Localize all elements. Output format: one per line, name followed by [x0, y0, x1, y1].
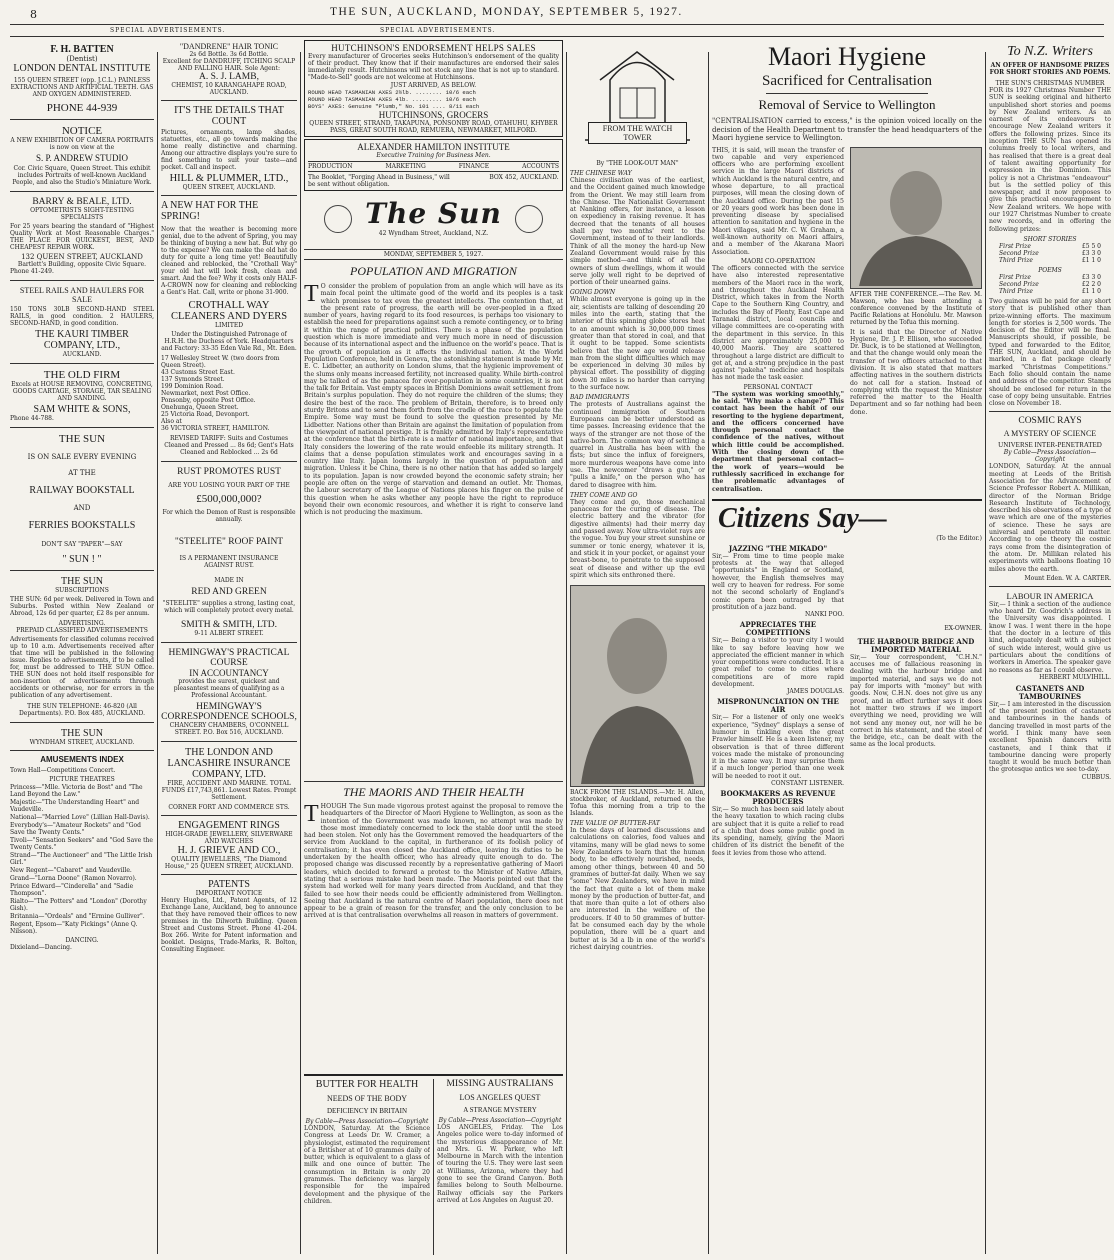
s3-heading: BAD IMMIGRANTS	[570, 394, 630, 402]
editorial-2-heading: THE MAORIS AND THEIR HEALTH	[343, 785, 524, 799]
butter-body: LONDON, Saturday. At the Science Congress at Leeds Dr. W. Cramer, a physiologist, estimated the requirement of a Britisher at of 10 grammes daily of butter, which is equivalent to a glass of milk and one ounce of butter. The consumption in Britain is only 20 grammes. The deficiency was largely responsible for the impaired development and the physique of the children.	[304, 1125, 430, 1205]
batten-title: LONDON DENTAL INSTITUTE	[13, 63, 151, 74]
batten-phone: PHONE 44-939	[46, 102, 118, 114]
prize-row	[989, 250, 1111, 257]
lancashire-sub: FIRE, ACCIDENT AND MARINE. TOTAL FUNDS £17,743,861. Lowest Rates. Prompt Settlement.	[161, 780, 297, 801]
maori-body-right: It is said that the Director of Native Hygiene, Dr. J. P. Ellison, who succeeded Dr. Buck, is to be stationed at Wellington, and that the change would only mean the transfer of two officers attached to that division. It is also stated that matters affecting natives in the southern districts do not call for a station. Instead of complying with the request the Minister referred the matter to the Health Department and so far nothing had been done.	[850, 328, 982, 416]
batten-name: F. H. BATTEN	[50, 44, 114, 55]
lamb-name: A. S. J. LAMB,	[199, 72, 259, 82]
cosmic-body: LONDON, Saturday. At the annual meeting at Leeds of the British Association for the Advancement of Science Professor Robert A. Millikan, director of the Norman Bridge Research Institute of Technology, described his observations of a type of wave which are one of the mysteries of science. These he says are universal and penetrate all matter. According to one theory the cosmic rays come from the disintegration of the atom. Dr. Millikan related his experiments with balloons floating 10 miles above the earth.	[989, 463, 1111, 573]
butter-sub2: DEFICIENCY IN BRITAIN	[326, 1107, 408, 1115]
letter-5-body: Sir,— Your correspondent, "C.H.N." accuses me of fallacious reasoning in dealing with the harbour bridge and imported material, and says we do not pay for imports with "money" but with goods. Now, C.H.N. does not give us any proof, and in effect further says it does not matter two straws if we import everything we need, providing we will not send any money out, nor will he be correct in his statement, and the steel of the bridge, etc., can be dealt with the same as the local products.	[850, 653, 982, 749]
sun-sale-l2: AT THE	[68, 469, 96, 477]
portrait-icon	[851, 148, 981, 286]
missing-story	[437, 1079, 563, 1255]
telephone: THE SUN TELEPHONE: 46-820 (All Departments). P.O. Box 485, AUCKLAND.	[18, 703, 146, 717]
xmas-body: FOR its 1927 Christmas Number THE SUN is seeking original and hitherto unpublished short stories and poems by New Zealand writers. As an earnest of its endeavours to encourage New Zealand writers it offers the following prizes. Since its inception THE SUN has opened its columns freely to local writers, and has realised that there is a great deal of talent awaiting opportunity for expression in the Dominion. This policy is not a Christmas "endeavour" but is the settled policy of this newspaper, and it now proposes to give this practical encouragement to New Zealand writers. We hope with our 1927 Christmas Number to create new records, and in offering the following prizes:	[989, 87, 1111, 233]
editorial-1	[304, 283, 563, 778]
prize-amount: £3 3 0	[1081, 273, 1101, 281]
prize-row	[989, 288, 1111, 295]
letter-5-sign: EX-OWNER.	[944, 624, 982, 632]
lancashire-address: CORNER FORT AND COMMERCE STS.	[168, 804, 290, 811]
prize-amount: £3 3 0	[1081, 249, 1101, 257]
hutchinsons-item: BOYS' AXES: Genuine "Plumb," No. 101 .... 8/11 each	[308, 103, 480, 110]
contact-body: "The system was working smoothly," he said. "Why make a change?" This contact has been the habit of our resorting to the hygiene department, and the officers concerned have through personal contact the confidence of the natives, without which little could be accomplished. With the closing down of the department that personal contact—the work of years—would be ruthlessly sacrificed in exchange for the problematic advantages of centralisation.	[712, 390, 844, 493]
letter-1-heading: JAZZING "THE MIKADO"	[728, 544, 828, 553]
letter-2-sign: JAMES DOUGLAS.	[787, 688, 844, 696]
details-heading: IT'S THE DETAILS THAT COUNT	[174, 105, 284, 127]
maori-subhead-2: Removal of Service to Wellington	[758, 97, 936, 112]
s2-heading: GOING DOWN	[570, 289, 616, 297]
barry-ad	[10, 197, 154, 275]
notice-ad	[10, 125, 154, 186]
allen-photo	[570, 585, 705, 787]
letter-4-heading: BOOKMAKERS AS REVENUE PRODUCERS	[720, 788, 836, 806]
prize-label: First Prize	[999, 242, 1031, 250]
amusement-item: Princess—"Mlle. Victoria de Bost" and "The Land Beyond the Law."	[10, 784, 143, 798]
plummer-name: HILL & PLUMMER, LTD.,	[169, 173, 289, 184]
s5-heading: THE VALUE OF BUTTER-FAT	[570, 820, 660, 828]
dandrene-heading: "DANDRENE" HAIR TONIC	[179, 42, 279, 51]
dandrene-body: Excellent for DANDRUFF, ITCHING SCALP AND FALLING HAIR. Sole Agent:	[162, 58, 296, 72]
hat-heading: A NEW HAT FOR THE SPRING!	[161, 200, 259, 222]
oldfirm-body: Excels at HOUSE REMOVING, CONCRETING, GOODS CARTAGE, STORAGE, TAR SEALING AND SANDING.	[11, 381, 153, 402]
crothall-branch: Onehunga, Queen Street.	[161, 404, 239, 411]
writers-heading: To N.Z. Writers	[1007, 44, 1093, 59]
s1-heading: THE CHINESE WAY	[570, 170, 632, 177]
watch-tower-sign: FROM THE WATCH TOWER	[588, 122, 687, 144]
short-stories-prizes	[989, 243, 1111, 264]
lamb-sub: CHEMIST, 10 KARANGAHAPE ROAD, AUCKLAND.	[171, 82, 287, 96]
amusement-item: Tivoli—"Sensation Seekers" and "God Save the Twenty Cents."	[10, 837, 153, 851]
editorial-1-heading: POPULATION AND MIGRATION	[350, 264, 517, 278]
sun-sale-l7: " SUN ! "	[62, 554, 102, 565]
details-body: Pictures, ornaments, lamp shades, statuettes, etc., all go towards making the home really distinctive and charming. Among our attractive displays you're sure to find something to suit your taste—and pocket. Call and inspect.	[161, 129, 297, 171]
allen-caption: BACK FROM THE ISLANDS.—Mr. H. Allen, stockbroker, of Auckland, returned on the Tofua this morning from a trip to the Islands.	[570, 789, 705, 818]
crothall-branch: Also at	[161, 418, 182, 425]
prize-label: Second Prize	[999, 249, 1039, 257]
patents-heading: PATENTS	[208, 879, 250, 890]
letter-5-heading: THE HARBOUR BRIDGE AND IMPORTED MATERIAL	[857, 636, 975, 654]
sun-sale-l6: DON'T SAY "PAPER"—SAY	[41, 541, 123, 548]
mawson-photo	[850, 147, 982, 289]
barry-building: Bartlett's Building, opposite Civic Square.	[17, 261, 147, 268]
citizens-say-sub: (To the Editor.)	[936, 534, 982, 542]
castanets-heading: CASTANETS AND TAMBOURINES	[1015, 683, 1085, 701]
amusement-item: Rialto—"The Potters" and "London" (Dorothy Gish).	[10, 898, 147, 912]
prize-row	[989, 281, 1111, 288]
section-label-mid: SPECIAL ADVERTISEMENTS.	[380, 27, 496, 34]
hutchinsons-body: Every manufacturer of Groceries seeks Hutchinson's endorsement of the quality of their product. They know that if their manufactures are endorsed their sales immediately result. Hutchinsons will not stock any line that is not up to standard. "Made-to-Sell" goods are not welcome at Hutchinsons.	[308, 53, 559, 81]
prize-amount: £2 2 0	[1081, 280, 1101, 288]
missing-sub2: A STRANGE MYSTERY	[463, 1106, 537, 1114]
rails-heading: STEEL RAILS AND HAULERS FOR SALE	[19, 286, 145, 304]
watch-tower-byline: By "THE LOOK-OUT MAN"	[596, 160, 679, 167]
missing-body: LOS ANGELES, Friday. The Los Angeles police were to-day informed of the mysterious disappearance of Mr. and Mrs. G. W. Parker, who left Melbourne in March with the intention of touring the U.S. They were last seen at Williams, Arizona, where they had gone to see the Grand Canyon. Both families belong to South Melbourne. Railway officials say the Parkers arrived at Los Angeles on August 20.	[437, 1124, 563, 1204]
rust-question: ARE YOU LOSING YOUR PART OF THE	[168, 482, 290, 489]
rust-demon: For which the Demon of Rust is responsible annually.	[162, 509, 296, 523]
letter-4-body: Sir,— So much has been said lately about the heavy taxation to which racing clubs are subject that it is quite a relief to read of a club that does some public good in its spending, namely, giving the Maori children of its district the benefit of the fees it levies from those who attend.	[712, 805, 844, 857]
patents-body: Henry Hughes, Ltd., Patent Agents, of 12 Exchange Lane, Auckland, beg to announce that they have removed their offices to new premises in the Dilworth Building. Queen Street and Customs Street. Phone 41-204. Box 266. Write for Patent information and booklet. Designs, Trade-Marks, R. Bolton, Consulting Engineer.	[161, 897, 297, 953]
sun-sale-l3: RAILWAY BOOKSTALL	[29, 485, 135, 496]
crothall-branch: Newmarket, next Post Office.	[161, 390, 251, 397]
ahi-column-label: FINANCE	[458, 163, 490, 170]
sun-sale-heading: THE SUN	[58, 433, 106, 445]
grieve-sub: QUALITY JEWELLERS, "The Diamond House," 25 QUEEN STREET, AUCKLAND.	[164, 856, 294, 870]
section-label-left: SPECIAL ADVERTISEMENTS.	[110, 27, 226, 34]
s4-body: They come and go, those mechanical panaceas for the curing of disease. The electric battery and the vibrator (for digestive ailments) had their merry day and passed away. Now ultra-violet rays are the vogue. You buy your street sunshine or summer or tonic energy, whatever it is, and stick it in your pocket, or against your breast-bone, to penetrate to the supposed seat of disease and wither up the evil spirit which sits enthroned there.	[570, 498, 705, 579]
missing-heading: MISSING AUSTRALIANS	[446, 1079, 554, 1089]
rails-ad	[10, 286, 154, 358]
notice-studio: S. P. ANDREW STUDIO	[35, 153, 129, 163]
dancing-heading: DANCING.	[65, 937, 99, 944]
amusement-item: New Regent—"Cabaret" and Vaudeville.	[10, 867, 132, 874]
missing-byline: By Cable—Press Association—Copyright	[438, 1117, 562, 1124]
barry-phone: Phone 41-249.	[10, 268, 54, 275]
dancing-body: Dixieland—Dancing.	[10, 944, 72, 951]
subs-body: THE SUN: 6d per week. Delivered in Town and Suburbs. Posted within New Zealand or Abroad, 12s 6d per quarter, £2 8s per annum.	[10, 596, 154, 617]
coop-body: The officers connected with the service have also interested representative members of the Maori race in the work, and throughout the Auckland Health District, which takes in from the North Cape to the Southern King Country, and includes the Bay of Plenty, East Cape and Taranaki district, local councils and village committees are co-operating with the department in this service. In this district are approximately 25,000 to 40,000 Maoris. They are scattered throughout a large district are difficult to get at, and a strong prejudice in the past against "pakeha" medicine and hospitals has not made the task easier.	[712, 264, 844, 382]
maori-subhead: Sacrificed for Centralisation	[762, 73, 932, 89]
subs-sub: SUBSCRIPTIONS	[55, 587, 109, 594]
column-2	[161, 40, 297, 1255]
cosmic-sign: Mount Eden. W. A. CARTER.	[1024, 574, 1111, 582]
prize-label: First Prize	[999, 273, 1031, 281]
notice-more: Cor. Civic Square, Queen Street. This exhibit includes Portraits of well-known Auckland People, and also the Studio's Miniature Work.	[12, 165, 152, 186]
amusements-list	[10, 784, 154, 935]
portrait-icon	[571, 586, 704, 784]
steelite-l4: RED AND GREEN	[191, 587, 267, 597]
subscriptions	[10, 576, 154, 717]
watch-tower-illustration	[570, 40, 705, 160]
dandrene-sizes: 2s 6d Bottle. 3s 6d Bottle.	[189, 51, 269, 58]
sun-masthead	[304, 197, 563, 247]
ahi-column-label: MARKETING	[385, 163, 426, 170]
batten-address: 155 QUEEN STREET (opp. J.C.L.) PAINLESS EXTRACTIONS AND ARTIFICIAL TEETH. GAS AND OXYGEN ADMINISTERED.	[10, 77, 154, 98]
crothall-branch: 43 Customs Street East.	[161, 369, 235, 376]
crothall-branches	[161, 355, 297, 432]
sun-logo-address: 42 Wyndham Street, Auckland, N.Z.	[378, 230, 489, 237]
prize-row	[989, 243, 1111, 250]
barry-name: BARRY & BEALE, LTD.	[32, 197, 132, 207]
missing-sub: LOS ANGELES QUEST	[459, 1093, 541, 1102]
newspaper-dateline: THE SUN, AUCKLAND, MONDAY, SEPTEMBER 5, 1927.	[330, 6, 683, 18]
white-name: SAM WHITE & SONS,	[33, 404, 131, 415]
amusement-item: Britannia—"Ordeals" and "Ermine Gulliver".	[10, 913, 145, 920]
writers-sub: AN OFFER OF HANDSOME PRIZES FOR SHORT STORIES AND POEMS.	[989, 62, 1111, 76]
steelite-l1: IS A PERMANENT INSURANCE	[179, 555, 279, 562]
hemingway-course-body: provides the surest, quickest and pleasantest means of qualifying as a Professional Accountant.	[173, 678, 285, 699]
rules-body: Two guineas will be paid for any short story that is published other than prize-winning efforts. The maximum length for stories is 2,500 words. The decision of the Editor will be final. Manuscripts should, if possible, be typed and forwarded to the Editor, THE SUN, Auckland, and should be marked, in a flat package clearly marked "Christmas Competitions." Each folio should contain the name and address of the competitor. Stamps should be enclosed for return in the case of copy being unsuitable. Entries close on November 18.	[989, 297, 1111, 408]
amusement-item: Regent, Epsom—"Katy Pickings" (Anne Q. Nilsson).	[10, 921, 138, 935]
rings-sub: HIGH-GRADE JEWELLERY, SILVERWARE AND WATCHES	[165, 831, 293, 845]
barry-sub: OPTOMETRISTS SIGHT-TESTING SPECIALISTS	[30, 207, 134, 221]
butter-heading: BUTTER FOR HEALTH	[315, 1079, 419, 1090]
adv-body: Advertisements for classified columns received up to 10 a.m. Advertisements received after that time will be published in the following issue. Replies to advertisements, if to be called for, must be addressed to THE SUN Office. THE SUN does not hold itself responsible for non-insertion of advertisements through accidents or otherwise, nor for errors in the publication of any advertisement.	[10, 636, 154, 699]
letter-3-heading: MISPRONUNCIATION ON THE AIR	[717, 697, 839, 715]
crothall-branch: Ponsonby, opposite Post Office.	[161, 397, 256, 404]
hutchinsons-items	[308, 89, 559, 110]
citizens-say-heading: Citizens Say—	[718, 502, 887, 534]
letter-1-sign: NANKI POO.	[804, 611, 844, 619]
sun-sale-l1: IS ON SALE EVERY EVENING	[27, 453, 137, 461]
amusement-item: Everybody's—"Amateur Rockets" and "God Save the Twenty Cents."	[10, 822, 141, 836]
maori-headline: Maori Hygiene	[767, 42, 927, 71]
ahi-columns	[308, 161, 559, 172]
crothall-branch: 25 Victoria Road, Devonport.	[161, 411, 250, 418]
column-5	[712, 40, 982, 1255]
prize-amount: £5 5 0	[1081, 242, 1101, 250]
crothall-branch: 137 Symonds Street.	[161, 376, 225, 383]
grieve-name: H. J. GRIEVE AND CO.,	[177, 845, 281, 856]
hutchinsons-heading: HUTCHINSON'S ENDORSEMENT HELPS SALES	[331, 43, 536, 53]
hat-body: Now that the weather is becoming more genial, due to the advent of Spring, you may be thinking of buying a new hat. But why go to the expense? We can make the old hat do duty for quite a long time yet! Beautifully cleaned and reblocked, the "Crothall Way" your old hat will look fresh, clean and smart. And the fee? Why it costs only HALF-A-CROWN now for cleaning and reblocking a Gent's Hat. Call, write or phone 31-900.	[161, 226, 297, 296]
amusement-item: Strand—"The Auctioneer" and "The Little Irish Girl."	[10, 852, 153, 866]
hemingway-schools-sub: CHANCERY CHAMBERS, O'CONNELL STREET. P.O. Box 516, AUCKLAND.	[169, 722, 289, 736]
amusements-town-hall: Town Hall—Competitions Concert.	[10, 767, 116, 774]
adv-sub: PREPAID CLASSIFIED ADVERTISEMENTS	[16, 627, 148, 634]
notice-text: A NEW EXHIBITION OF CAMERA PORTRAITS is now on view at the	[10, 137, 154, 151]
ahi-column-label: PRODUCTION	[308, 163, 353, 170]
oldfirm-ad	[10, 369, 154, 422]
smith-name: SMITH & SMITH, LTD.	[181, 620, 277, 630]
batten-ad	[10, 40, 154, 114]
sun-sale-ad	[10, 433, 154, 565]
oldfirm-name: THE OLD FIRM	[43, 369, 121, 381]
amusements-index	[10, 755, 154, 951]
hemingway-course: HEMINGWAY'S PRACTICAL COURSE	[168, 648, 290, 668]
s3-body: The protests of Australians against the continued immigration of Southern Europeans can be better understood as time passes. Increasing evidence that the ways of the stranger are not those of the native-born. The common way of settling a quarrel in Australia has been with the fists; but since the influx of foreigners, more murderous weapons have come into use. The newcomer "draws a gun," or "pulls a knife," on the person who has dared to disagree with him.	[570, 401, 705, 489]
barry-body: For 25 years bearing the standard of "Highest Quality Work at Most Reasonable Charges." THE PLACE FOR QUICKEST, BEST, AND CHEAPEST REPAIR WORK.	[10, 223, 154, 251]
rings-heading: ENGAGEMENT RINGS	[178, 820, 280, 831]
patents-sub: IMPORTANT NOTICE	[195, 890, 263, 897]
barry-address: 132 QUEEN STREET, AUCKLAND	[21, 253, 143, 261]
amusements-pictures: PICTURE THEATRES	[49, 776, 115, 783]
editorial-1-dropcap: T	[304, 283, 319, 307]
hutchinsons-item: ROUND HEAD TASMANIAN AXES 4lb. ......... 10/6 each	[308, 96, 476, 103]
amusement-item: Prince Edward—"Cinderella" and "Sadie Thompson".	[10, 883, 134, 897]
editorial-2-body: HOUGH The Sun made vigorous protest against the proposal to remove the headquarters of the Director of Maori Hygiene to Wellington, as soon as the intention of the Government was made known, no attempt was made by those most immediately concerned to lock the stable door until the steed had been stolen. Not only has the Government removed the headquarters of the service from Auckland to the capital, in furtherance of its foolish policy of centralisation; it has even closed the Auckland office, leaving its duties to be undertaken by the health officer, who has already quite enough to do. The proposed change was discussed recently by a representative gathering of Maori leaders, which decided to forward a protest to the Minister of Native Affairs, stating that a serious mistake had been made. The Maoris pointed out that the system had worked well for many years directed from Auckland, and that they failed to see how their needs could be efficiently administered from Wellington. Seeing that Auckland is the natural centre of Maori population, there does not appear to be a grain of reason for the transfer, and the only conclusion to be arrived at is that centralisation overwhelms all reason in matters of government.	[304, 803, 563, 920]
coop-heading: MAORI CO-OPERATION	[740, 257, 816, 265]
hutchinsons-arrived: JUST ARRIVED, AS BELOW.	[390, 82, 477, 89]
hutchinsons-item: ROUND HEAD TASMANIAN AXES 2½lb. ........ 10/6 each	[308, 89, 476, 96]
prize-row	[989, 274, 1111, 281]
cosmic-heading: COSMIC RAYS	[1018, 416, 1082, 427]
s2-body: While almost everyone is going up in the air, scientists are talking of descending 20 miles into the earth, stating that the interior of this spinning globe stores heat to an amount which is 30,000,000 times greater than that stored in coal, and that it ought to be tapped. Some scientists believe that the new age would release man from the slight difficulties which may be experienced in delving 30 miles by physical effort. The possibility of digging down 30 miles is no harder than carrying to the surface now.	[570, 296, 705, 392]
sun-date: MONDAY, SEPTEMBER 5, 1927.	[383, 251, 484, 258]
s1-body: Chinese civilisation was of the earliest, and the Occident gained much knowledge from the Orient. We may still learn from the Chinese. The Nationalist Government at Nanking offers, for instance, a lesson on expediency in raising revenue. It has decreed that the tenants of all houses shall pay two months' rent to the Government, instead of to their landlords. Think of all the money the hard-up New Zealand Government would raise by this simple method—and think of all the owners of slum dwellings, whom it would serve jolly well right to be deprived of portion of their unearned gains.	[570, 177, 705, 287]
letter-1-body: Sir,— From time to time people make protests at the way that alleged "opportunists" in England or Scotland, however, the English themselves may well cry to heaven for redress. For some not the second scholarly of England's comic opera been outraged by that prostitution of a jazz band.	[712, 552, 844, 611]
rails-body: 150 TONS 30LB SECOND-HAND STEEL RAILS, in good condition. 2 HAULERS, SECOND-HAND, in good condition.	[10, 306, 154, 327]
letter-3-sign: CONSTANT LISTENER.	[771, 779, 844, 787]
kauri-city: AUCKLAND.	[62, 351, 102, 358]
ahi-column-label: ACCOUNTS	[522, 163, 559, 170]
poems-prizes	[989, 274, 1111, 295]
crothall-ltd: LIMITED	[214, 322, 244, 329]
short-stories-heading: SHORT STORIES	[1023, 235, 1077, 243]
mawson-caption: AFTER THE CONFERENCE.—The Rev. M. Mawson, who has been attending a conference convened by the Institute of Pacific Relations at Honolulu. Mr. Mawson returned by the Tofua this morning.	[850, 290, 982, 326]
ahi-box: BOX 452, AUCKLAND.	[489, 174, 559, 181]
amusement-item: National—"Married Love" (Lillian Hall-Davis).	[10, 814, 150, 821]
butter-sub: NEEDS OF THE BODY	[326, 1094, 408, 1103]
office-address: WYNDHAM STREET, AUCKLAND.	[29, 739, 135, 746]
batten-sub: (Dentist)	[66, 55, 98, 63]
smith-address: 9-11 ALBERT STREET.	[194, 630, 264, 637]
crothall-patron: Under the Distinguished Patronage of H.R.H. the Duchess of York. Headquarters and Factory: 33-35 Eden Vale Rd., Mt. Eden.	[161, 331, 297, 352]
crothall-branch: 199 Dominion Road.	[161, 383, 224, 390]
rust-amount: £500,000,000?	[196, 493, 262, 505]
amusement-item: Majestic—"The Understanding Heart" and Vaudeville.	[10, 799, 140, 813]
page-number: 8	[30, 8, 37, 21]
castanets-body: Sir,— I am interested in the discussion of the present position of castanets and tambourines in the hands of dancing travelled in most parts of the world. I think many have seen excellent Spanish dancers with castanets, and I think that if tambourine dancing were properly taught it would be much better than the grotesque antics we see to-day.	[989, 700, 1111, 774]
prize-amount: £1 1 0	[1081, 287, 1101, 295]
ahi-booklet: The Booklet, "Forging Ahead in Business," will be sent without obligation.	[308, 174, 450, 188]
hutchinsons-address: QUEEN STREET, STRAND, TAKAPUNA, PONSONBY ROAD, OTAHUHU, KHYBER PASS, GREAT SOUTH ROAD, REMUERA, NEWMARKET, MILFORD.	[309, 120, 558, 134]
plummer-address: QUEEN STREET, AUCKLAND.	[182, 184, 276, 191]
letter-3-body: Sir,— For a listener of only one week's experience, "Sydney" displays a sense of humour in tinkling even the great Frawler himself. He is a keen listener, my observation is that of three different voices made the mistake of pronouncing it in the same way. It may surprise them if a much longer period than one week will be needed to root it out.	[712, 714, 844, 780]
labour-heading: LABOUR IN AMERICA	[1006, 590, 1094, 601]
butter-byline: By Cable—Press Association—Copyright	[305, 1118, 429, 1125]
cosmic-sub2: UNIVERSE INTER-PENETRATED	[998, 441, 1102, 450]
cosmic-byline: By Cable—Press Association—Copyright	[1003, 449, 1097, 464]
maori-body-left: THIS, it is said, will mean the transfer of two capable and very experienced officers who are performing excellent service in the large Maori districts of which Auckland is the natural centre, and whose departure, to all practical purposes, will mean the closing down of the Auckland office. During the past 15 or 20 years good work has been done in preventing disease by specialised attention to sanitation and hygiene in the Maori villages, said Mr. C. W. Graham, a well-known authority on Maori affairs, and a member of the Akarana Maori Association.	[712, 146, 844, 256]
hemingway-course-sub: IN ACCOUNTANCY	[189, 668, 269, 678]
steelite-l3: MADE IN	[214, 577, 244, 584]
xmas-heading: THE SUN'S CHRISTMAS NUMBER	[995, 80, 1105, 87]
column-4	[570, 40, 705, 1255]
kauri-name: THE KAURI TIMBER COMPANY, LTD.,	[35, 329, 129, 351]
prize-label: Second Prize	[999, 280, 1039, 288]
s4-heading: THEY COME AND GO	[570, 491, 638, 499]
s5-body: In these days of learned discussions and calculations on calories, food values and vitamins, many will be glad news to some New Zealanders to learn that the human body, to be effectively nourished, needs, among other things, between 40 and 50 grammes of butter-fat daily. When we say "some" New Zealanders, we have in mind the fact that quite a lot of them make money by the production of butter-fat, and that more than quite a lot of others also are interested in the welfare of the producers. If 40 to 50 grammes of butter-fat be consumed each day by the whole population, there will be a quart and butter at is 3d a lb in one of the world's richest dairying countries.	[570, 827, 705, 951]
crothall-branch: 17 Wellesley Street W. (two doors from Queen Street).	[161, 355, 280, 369]
crothall-tariff: REVISED TARIFF: Suits and Costumes Cleaned and Pressed ... 8s 6d; Gent's Hats Cleaned and Reblocked ... 2s 6d	[164, 435, 294, 456]
prize-amount: £1 1 0	[1081, 256, 1101, 264]
column-6	[989, 40, 1111, 1255]
cosmic-sub: A MYSTERY OF SCIENCE	[1003, 429, 1097, 439]
steelite-l2: AGAINST RUST.	[204, 562, 254, 569]
contact-heading: PERSONAL CONTACT	[743, 383, 813, 391]
steelite-l5: "STEELITE" supplies a strong, lasting coat, which will completely protect every metal.	[162, 600, 296, 614]
prize-label: Third Prize	[999, 287, 1033, 295]
column-1	[10, 40, 154, 1255]
butter-story	[304, 1079, 430, 1255]
labour-body: Sir,— I think a section of the audience who heard Dr. Goodrich's address in the University was disappointed. I know I was. I went there in the hope that the doctor in a lecture of this kind, adequately dealt with a subject of such wide interest, would give us particulars about the conditions of workers in America. The speaker gave no reasons as far as I could observe.	[989, 600, 1111, 674]
steelite-heading: "STEELITE" ROOF PAINT	[174, 537, 284, 547]
labour-sign: HERBERT MULVIHILL.	[1039, 673, 1111, 681]
rust-heading: RUST PROMOTES RUST	[177, 467, 281, 477]
poems-heading: POEMS	[1038, 266, 1062, 274]
sun-sale-l5: FERRIES BOOKSTALLS	[28, 520, 136, 531]
crothall-branch: 36 VICTORIA STREET, HAMILTON.	[161, 425, 270, 432]
amusements-heading: AMUSEMENTS INDEX	[40, 755, 124, 764]
prize-row	[989, 257, 1111, 264]
ahi-heading: ALEXANDER HAMILTON INSTITUTE	[357, 142, 510, 152]
sun-logo: The Sun	[365, 197, 502, 230]
notice-heading: NOTICE	[61, 125, 103, 137]
sun-sale-l4: AND	[73, 504, 91, 512]
prize-label: Third Prize	[999, 256, 1033, 264]
editorial-2-dropcap: T	[304, 803, 319, 827]
amusement-item: Grand—"Lorna Doone" (Ramon Novarro).	[10, 875, 137, 882]
maori-lead: "CENTRALISATION carried to excess," is the opinion voiced locally on the decision of the Health Department to transfer the head headquarters of the Maori hygiene service to Wellington.	[712, 117, 982, 142]
office-heading: THE SUN	[61, 728, 103, 739]
letter-2-body: Sir,— Being a visitor to your city I would like to say before leaving how we appreciated the efficient manner in which your competitions were conducted. It is a great relief to come to cities where competitions are of more rapid development.	[712, 637, 844, 689]
ahi-ad	[304, 139, 563, 191]
editorial-2	[304, 803, 563, 1071]
crothall-heading: CROTHALL WAY CLEANERS AND DYERS	[170, 300, 288, 322]
letter-2-heading: APPRECIATES THE COMPETITIONS	[739, 620, 817, 638]
hutchinsons-ad	[304, 40, 563, 137]
lancashire-heading: THE LONDON AND LANCASHIRE INSURANCE COMPANY, LTD.	[167, 747, 291, 780]
subs-heading: THE SUN	[61, 576, 103, 587]
hutchinsons-name: HUTCHINSONS, GROCERS	[378, 110, 489, 120]
hemingway-schools: HEMINGWAY'S CORRESPONDENCE SCHOOLS,	[161, 702, 297, 722]
white-phone: Phone 44-788.	[10, 415, 54, 422]
column-3	[304, 40, 563, 1255]
editorial-1-body: O consider the problem of population from an angle which will have as its main focal point the ultimate good of the world and its peoples is a task which promises to tax even the greatest intellects. The contention that, at the present rate of progress, the earth will be over-peopled in a fixed number of years, having regard to its food resources, is perhaps too visionary to establish the need for preparations against such a remote contingency, or to bring it within the range of practical politics. There is a phase of the population question which is more immediate and very much more in need of discussion because of its international aspect and the influence on the world's peace. That is the growth of population as it affects the individual nation. At the World Population Conference, held in Geneva, the astonishing statement is made by Mr. E. C. Lidbetter, an authority on London slums, that the hygienic improvement of the slums only means increased fertility, not increased quality. While birth-control may be talked of as the panacea for over-population in some countries, it is not the talk for Britain. Vast empty spaces in British Dominions await settlement from Britain's surplus population. They do not require the children of the slums; they desire the best of the race. The problem of Britain, therefore, is to breed only sturdy Britons and to send them forth from the cradle of the race to populate the Empire. Some way must be found to solve the question presented by Mr. Lidbetter. Nations other than Britain are against the limitation of population from the viewpoint of national prestige. It is frankly admitted by Italy's representative at the conference that the birth-rate is a matter of national importance, and that Italy considers the lowering of the rate would enfeeble its military strength. It claims that a dense population stimulates work and encourages saving in a country like Italy. Japan looms largely in the question of population and migration. Unless it be China, there is no other nation that has added so largely to its population. Japan is now crowded beyond the economic safety strain; her people are often on the verge of starvation and demand an outlet. Mr. Thomas, the Labour secretary of the League of Nations places his finger on the pulse of this question when he asks whether any people have the right to reproduce beyond their own economic resources, and whether it is right to conserve land which is not producing the maximum.	[304, 283, 563, 517]
adv-heading: ADVERTISING.	[58, 620, 106, 627]
ahi-sub: Executive Training for Business Men.	[376, 152, 491, 159]
castanets-sign: CUBBUS.	[1081, 773, 1111, 781]
